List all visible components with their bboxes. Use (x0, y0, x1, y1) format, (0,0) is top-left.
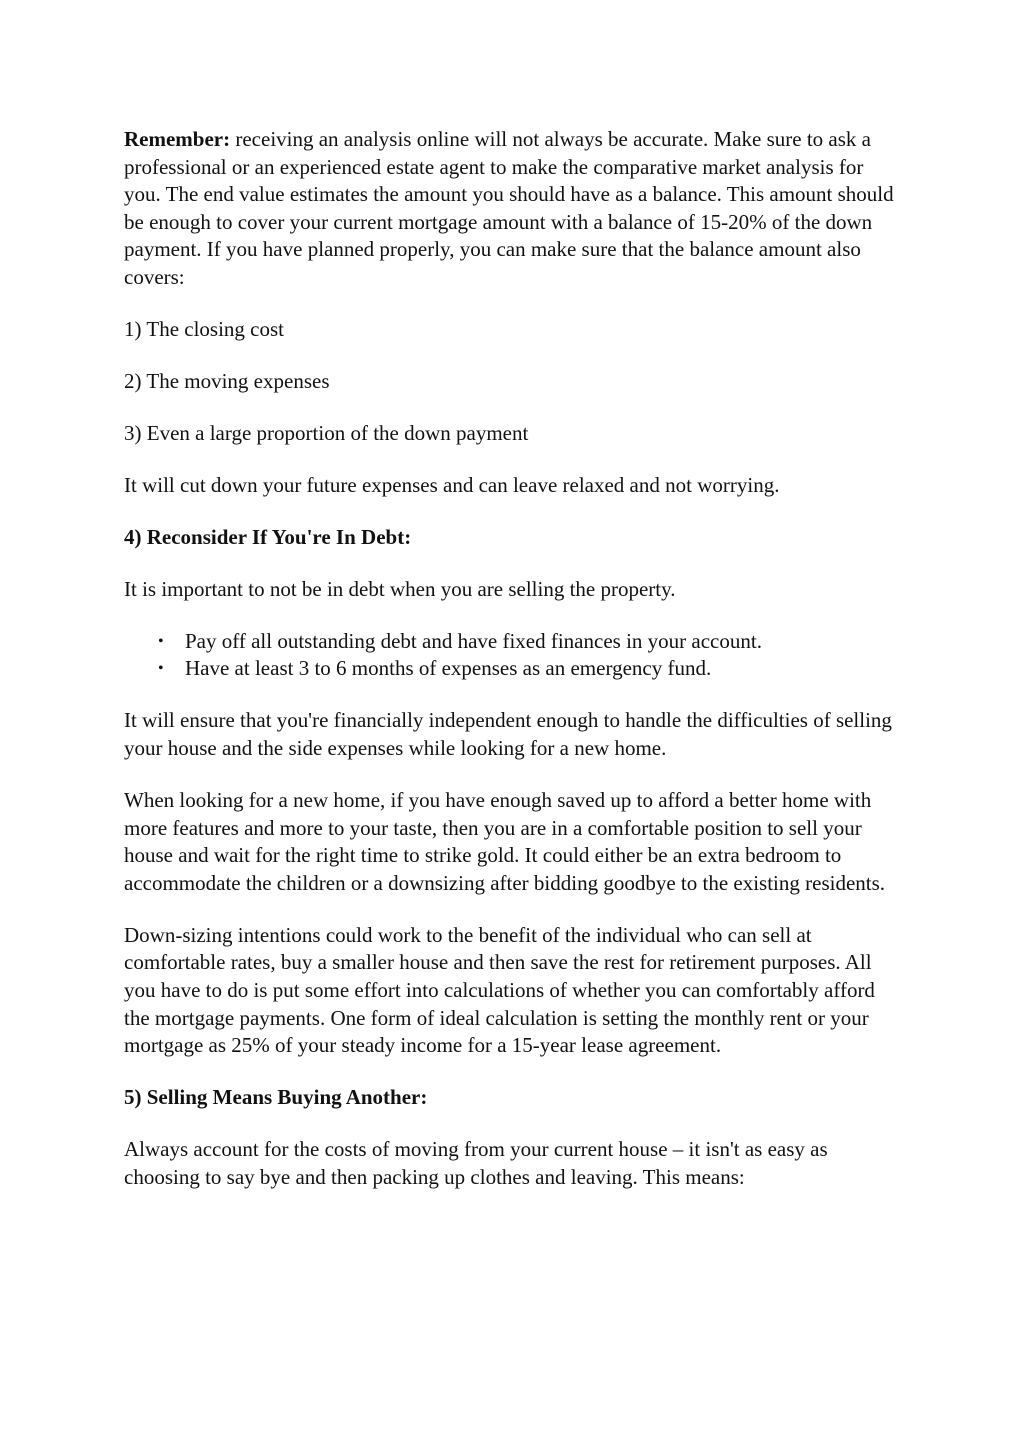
section-4-paragraph-3: Down-sizing intentions could work to the benefit of the individual who can sell at comfortable rates, buy a smaller house and then save the rest for retirement purposes. All you have to do is put some effort into calculations of whether you can comfortably afford the mortgage payments. One form of ideal calculation is setting the monthly rent or your mortgage as 25% of your steady income for a 15-year lease agreement. (124, 922, 875, 1058)
debt-bullet-list (124, 628, 899, 683)
bullet-icon: • (158, 660, 164, 678)
intro-paragraph (124, 126, 899, 292)
section-5-heading: 5) Selling Means Buying Another: (124, 1085, 428, 1110)
section-5-paragraph: Always account for the costs of moving from your current house – it isn't as easy as choosing to say bye and then packing up clothes and leaving. This means: (124, 1137, 828, 1189)
section-4-paragraph-1: It will ensure that you're financially independent enough to handle the difficulties of selling your house and the side expenses while looking for a new home. (124, 708, 892, 761)
list-item (158, 655, 899, 683)
section-4-paragraph-2: When looking for a new home, if you have enough saved up to afford a better home with more features and more to your taste, then you are in a comfortable position to sell your house and wait for the right time to strike gold. It could either be an extra bedroom to accommodate the children or a downsizing after bidding goodbye to the existing residents. (124, 788, 886, 895)
section-4-intro: It is important to not be in debt when you are selling the property. (124, 576, 676, 601)
after-covers-paragraph: It will cut down your future expenses and can leave relaxed and not worrying. (124, 472, 780, 497)
intro-label: Remember: (124, 127, 231, 151)
intro-text: receiving an analysis online will not always be accurate. Make sure to ask a professional or an experienced estate agent to make the comparative market analysis for you. The end value estimates the amount you should have as a balance. This amount should be enough to cover your current mortgage amount with a balance of 15-20% of the down payment. If you have planned properly, you can make sure that the balance amount also covers: (124, 127, 894, 289)
list-item-text: Have at least 3 to 6 months of expenses as an emergency fund. (185, 656, 712, 681)
bullet-icon: • (158, 632, 164, 650)
cover-item-2: 2) The moving expenses (124, 368, 330, 393)
cover-item-1: 1) The closing cost (124, 316, 285, 341)
cover-item-3: 3) Even a large proportion of the down payment (124, 420, 529, 445)
list-item-text: Pay off all outstanding debt and have fixed finances in your account. (185, 628, 762, 653)
list-item (158, 628, 899, 656)
section-4-heading: 4) Reconsider If You're In Debt: (124, 524, 412, 549)
document-page (124, 126, 899, 1216)
